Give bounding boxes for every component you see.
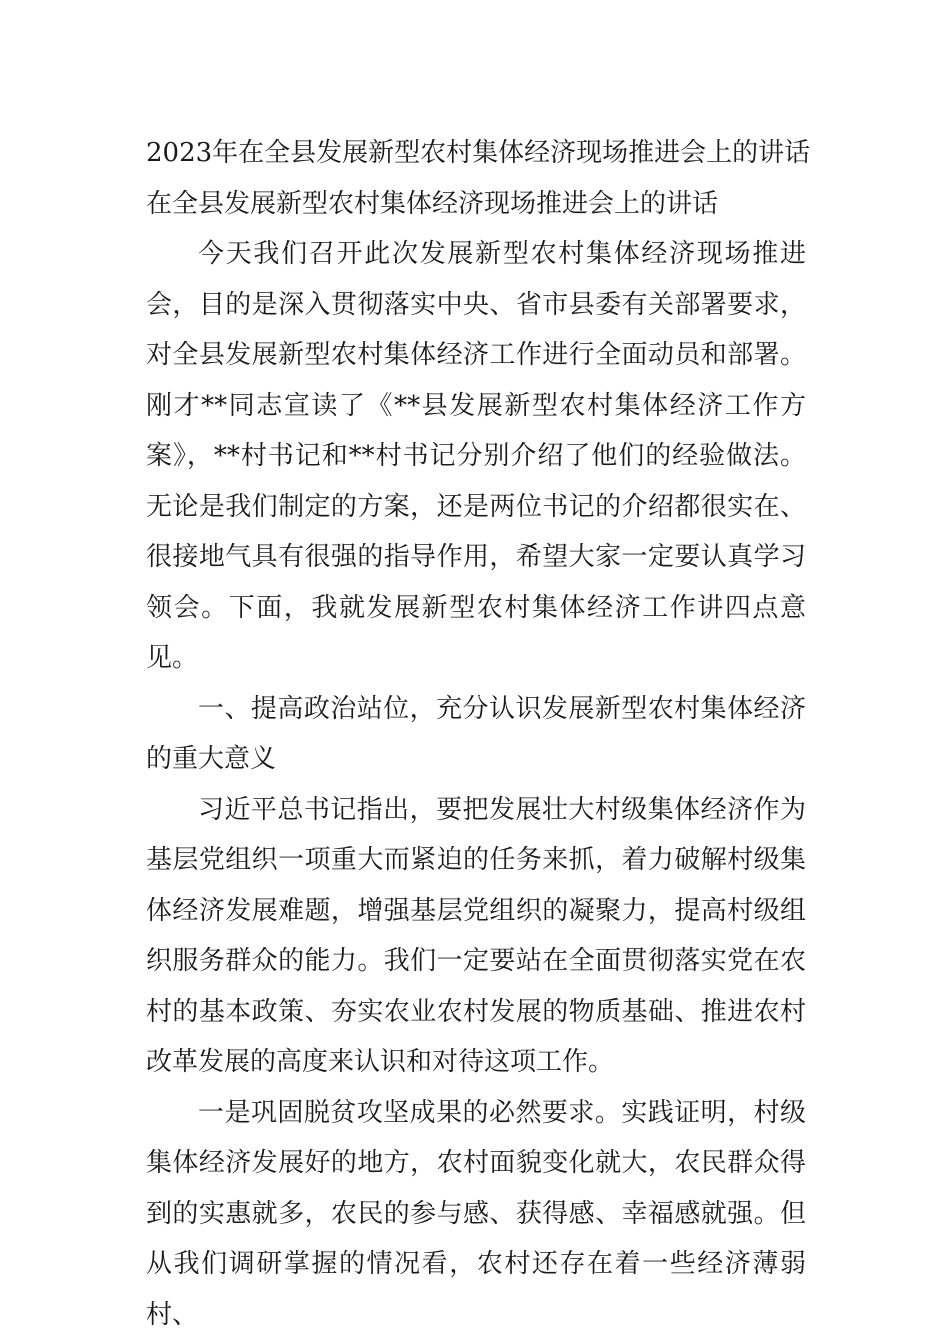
paragraph-intro: 今天我们召开此次发展新型农村集体经济现场推进会，目的是深入贯彻落实中央、省市县委有关部署要求，对全县发展新型农村集体经济工作进行全面动员和部署。刚才**同志宣读了《**县发展新型农村集体经济工作方案》，**村书记和**村书记分别介绍了他们的经验做法。无论是我们制定的方案，还是两位书记的介绍都很实在、很接地气具有很强的指导作用，希望大家一定要认真学习领会。下面，我就发展新型农村集体经济工作讲四点意见。 xyxy=(146,239,806,673)
document-subtitle: 在全县发展新型农村集体经济现场推进会上的讲话 xyxy=(146,188,719,219)
paragraph-quote: 习近平总书记指出，要把发展壮大村级集体经济作为基层党组织一项重大而紧迫的任务来抓，着力破解村级集体经济发展难题，增强基层党组织的凝聚力，提高村级组织服务群众的能力。我们一定要站在全面贯彻落实党在农村的基本政策、夯实农业农村发展的物质基础、推进农村改革发展的高度来认识和对待这项工作。 xyxy=(146,794,806,1077)
document-title: 2023年在全县发展新型农村集体经济现场推进会上的讲话 xyxy=(146,138,811,168)
document-body xyxy=(146,128,811,1340)
paragraph-point-1: 一是巩固脱贫攻坚成果的必然要求。实践证明，村级集体经济发展好的地方，农村面貌变化就大，农民群众得到的实惠就多，农民的参与感、获得感、幸福感就强。但从我们调研掌握的情况看，农村还存在着一些经济薄弱村、 xyxy=(146,1097,806,1330)
section-heading-1: 一、提高政治站位，充分认识发展新型农村集体经济的重大意义 xyxy=(146,693,806,774)
